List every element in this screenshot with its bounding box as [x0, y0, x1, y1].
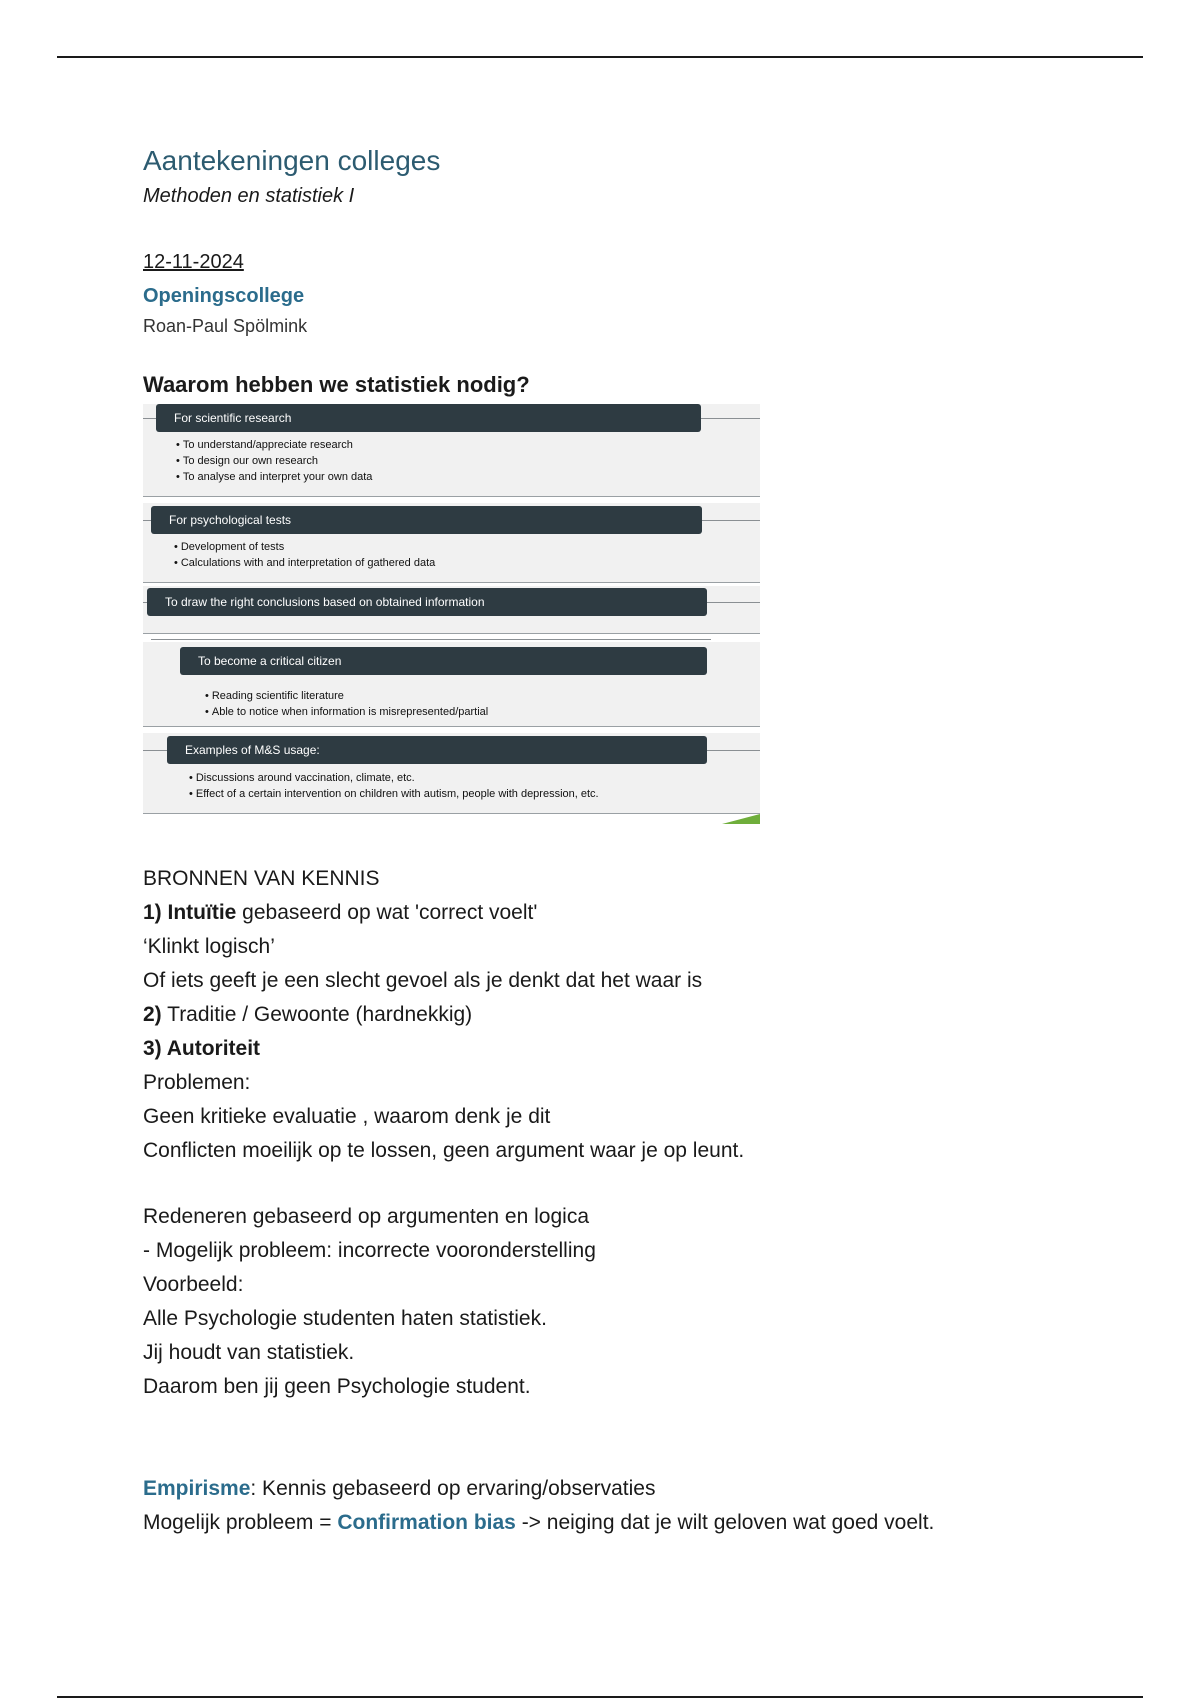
notes-bold: 1) Intuïtie: [143, 901, 237, 924]
slide-decoration: [722, 814, 760, 824]
slide-section-heading: Examples of M&S usage:: [167, 736, 707, 764]
term-confirmation-bias: Confirmation bias: [337, 1511, 516, 1534]
slide-section-heading: To draw the right conclusions based on obtained information: [147, 588, 707, 616]
slide-bullet: • Calculations with and interpretation of gathered data: [174, 555, 435, 571]
notes-text: gebaseerd op wat 'correct voelt': [236, 901, 538, 924]
notes-line: [143, 998, 1143, 1032]
slide-bullet-list: [189, 770, 599, 802]
notes-line: [143, 1506, 1143, 1540]
slide-bullet-list: [174, 539, 435, 571]
notes-line: Voorbeeld:: [143, 1273, 244, 1296]
top-rule: [57, 56, 1143, 58]
notes-line: [143, 1472, 1143, 1506]
notes-body: [143, 862, 1143, 1540]
notes-line: Jij houdt van statistiek.: [143, 1341, 355, 1364]
slide-bullet-list: [176, 437, 372, 485]
slide-bullet: • Able to notice when information is misrepresented/partial: [205, 704, 488, 720]
notes-bold: 3) Autoriteit: [143, 1037, 261, 1060]
lecture-date: 12-11-2024: [143, 251, 244, 273]
notes-line: Geen kritieke evaluatie , waarom denk je dit: [143, 1105, 551, 1128]
notes-line: Problemen:: [143, 1071, 251, 1094]
slide-bullet: • Discussions around vaccination, climate, etc.: [189, 770, 599, 786]
lecture-speaker: Roan-Paul Spölmink: [143, 316, 308, 336]
slide-gap: [143, 497, 760, 503]
section-question: Waarom hebben we statistiek nodig?: [143, 372, 530, 397]
notes-line: Redeneren gebaseerd op argumenten en logica: [143, 1205, 589, 1228]
slide-bullet: • Reading scientific literature: [205, 688, 488, 704]
slide-bullet: • Effect of a certain intervention on children with autism, people with depression, etc.: [189, 786, 599, 802]
notes-line: Daarom ben jij geen Psychologie student.: [143, 1375, 531, 1398]
notes-text: -> neiging dat je wilt geloven wat goed voelt.: [515, 1511, 935, 1534]
notes-text: : Kennis gebaseerd op ervaring/observaties: [250, 1477, 656, 1500]
document-title: Aantekeningen colleges: [143, 145, 441, 176]
notes-line: [143, 1032, 1143, 1066]
notes-line: Conflicten moeilijk op te lossen, geen argument waar je op leunt.: [143, 1139, 745, 1162]
notes-line: Alle Psychologie studenten haten statistiek.: [143, 1307, 547, 1330]
slide-bullet: • Development of tests: [174, 539, 435, 555]
slide-gap: [143, 814, 760, 824]
notes-line: Of iets geeft je een slecht gevoel als je denkt dat het waar is: [143, 969, 703, 992]
slide-image: [143, 404, 760, 824]
notes-text: Mogelijk probleem =: [143, 1511, 338, 1534]
page-content: [143, 140, 1143, 1540]
lecture-title: Openingscollege: [143, 285, 305, 307]
notes-heading: BRONNEN VAN KENNIS: [143, 867, 380, 890]
slide-bullet: • To design our own research: [176, 453, 372, 469]
slide-section-heading: For psychological tests: [151, 506, 702, 534]
term-empirisme: Empirisme: [143, 1477, 251, 1500]
notes-line: ‘Klinkt logisch’: [143, 935, 275, 958]
slide-bullet: • To understand/appreciate research: [176, 437, 372, 453]
slide-gap: [143, 634, 760, 642]
slide-section-heading: To become a critical citizen: [180, 647, 707, 675]
notes-line: - Mogelijk probleem: incorrecte vooronderstelling: [143, 1239, 596, 1262]
slide-bullet-list: [205, 688, 488, 720]
slide-section-heading: For scientific research: [156, 404, 701, 432]
bottom-rule: [57, 1696, 1143, 1698]
slide-divider: [151, 639, 711, 640]
notes-text: Traditie / Gewoonte (hardnekkig): [161, 1003, 473, 1026]
slide-gap: [143, 583, 760, 586]
document-subtitle: Methoden en statistiek I: [143, 185, 355, 207]
slide-gap: [143, 727, 760, 733]
notes-bold: 2): [143, 1003, 162, 1026]
notes-line: [143, 896, 1143, 930]
spacer: [143, 1404, 1143, 1472]
slide-bullet: • To analyse and interpret your own data: [176, 469, 372, 485]
spacer: [143, 1168, 1143, 1200]
